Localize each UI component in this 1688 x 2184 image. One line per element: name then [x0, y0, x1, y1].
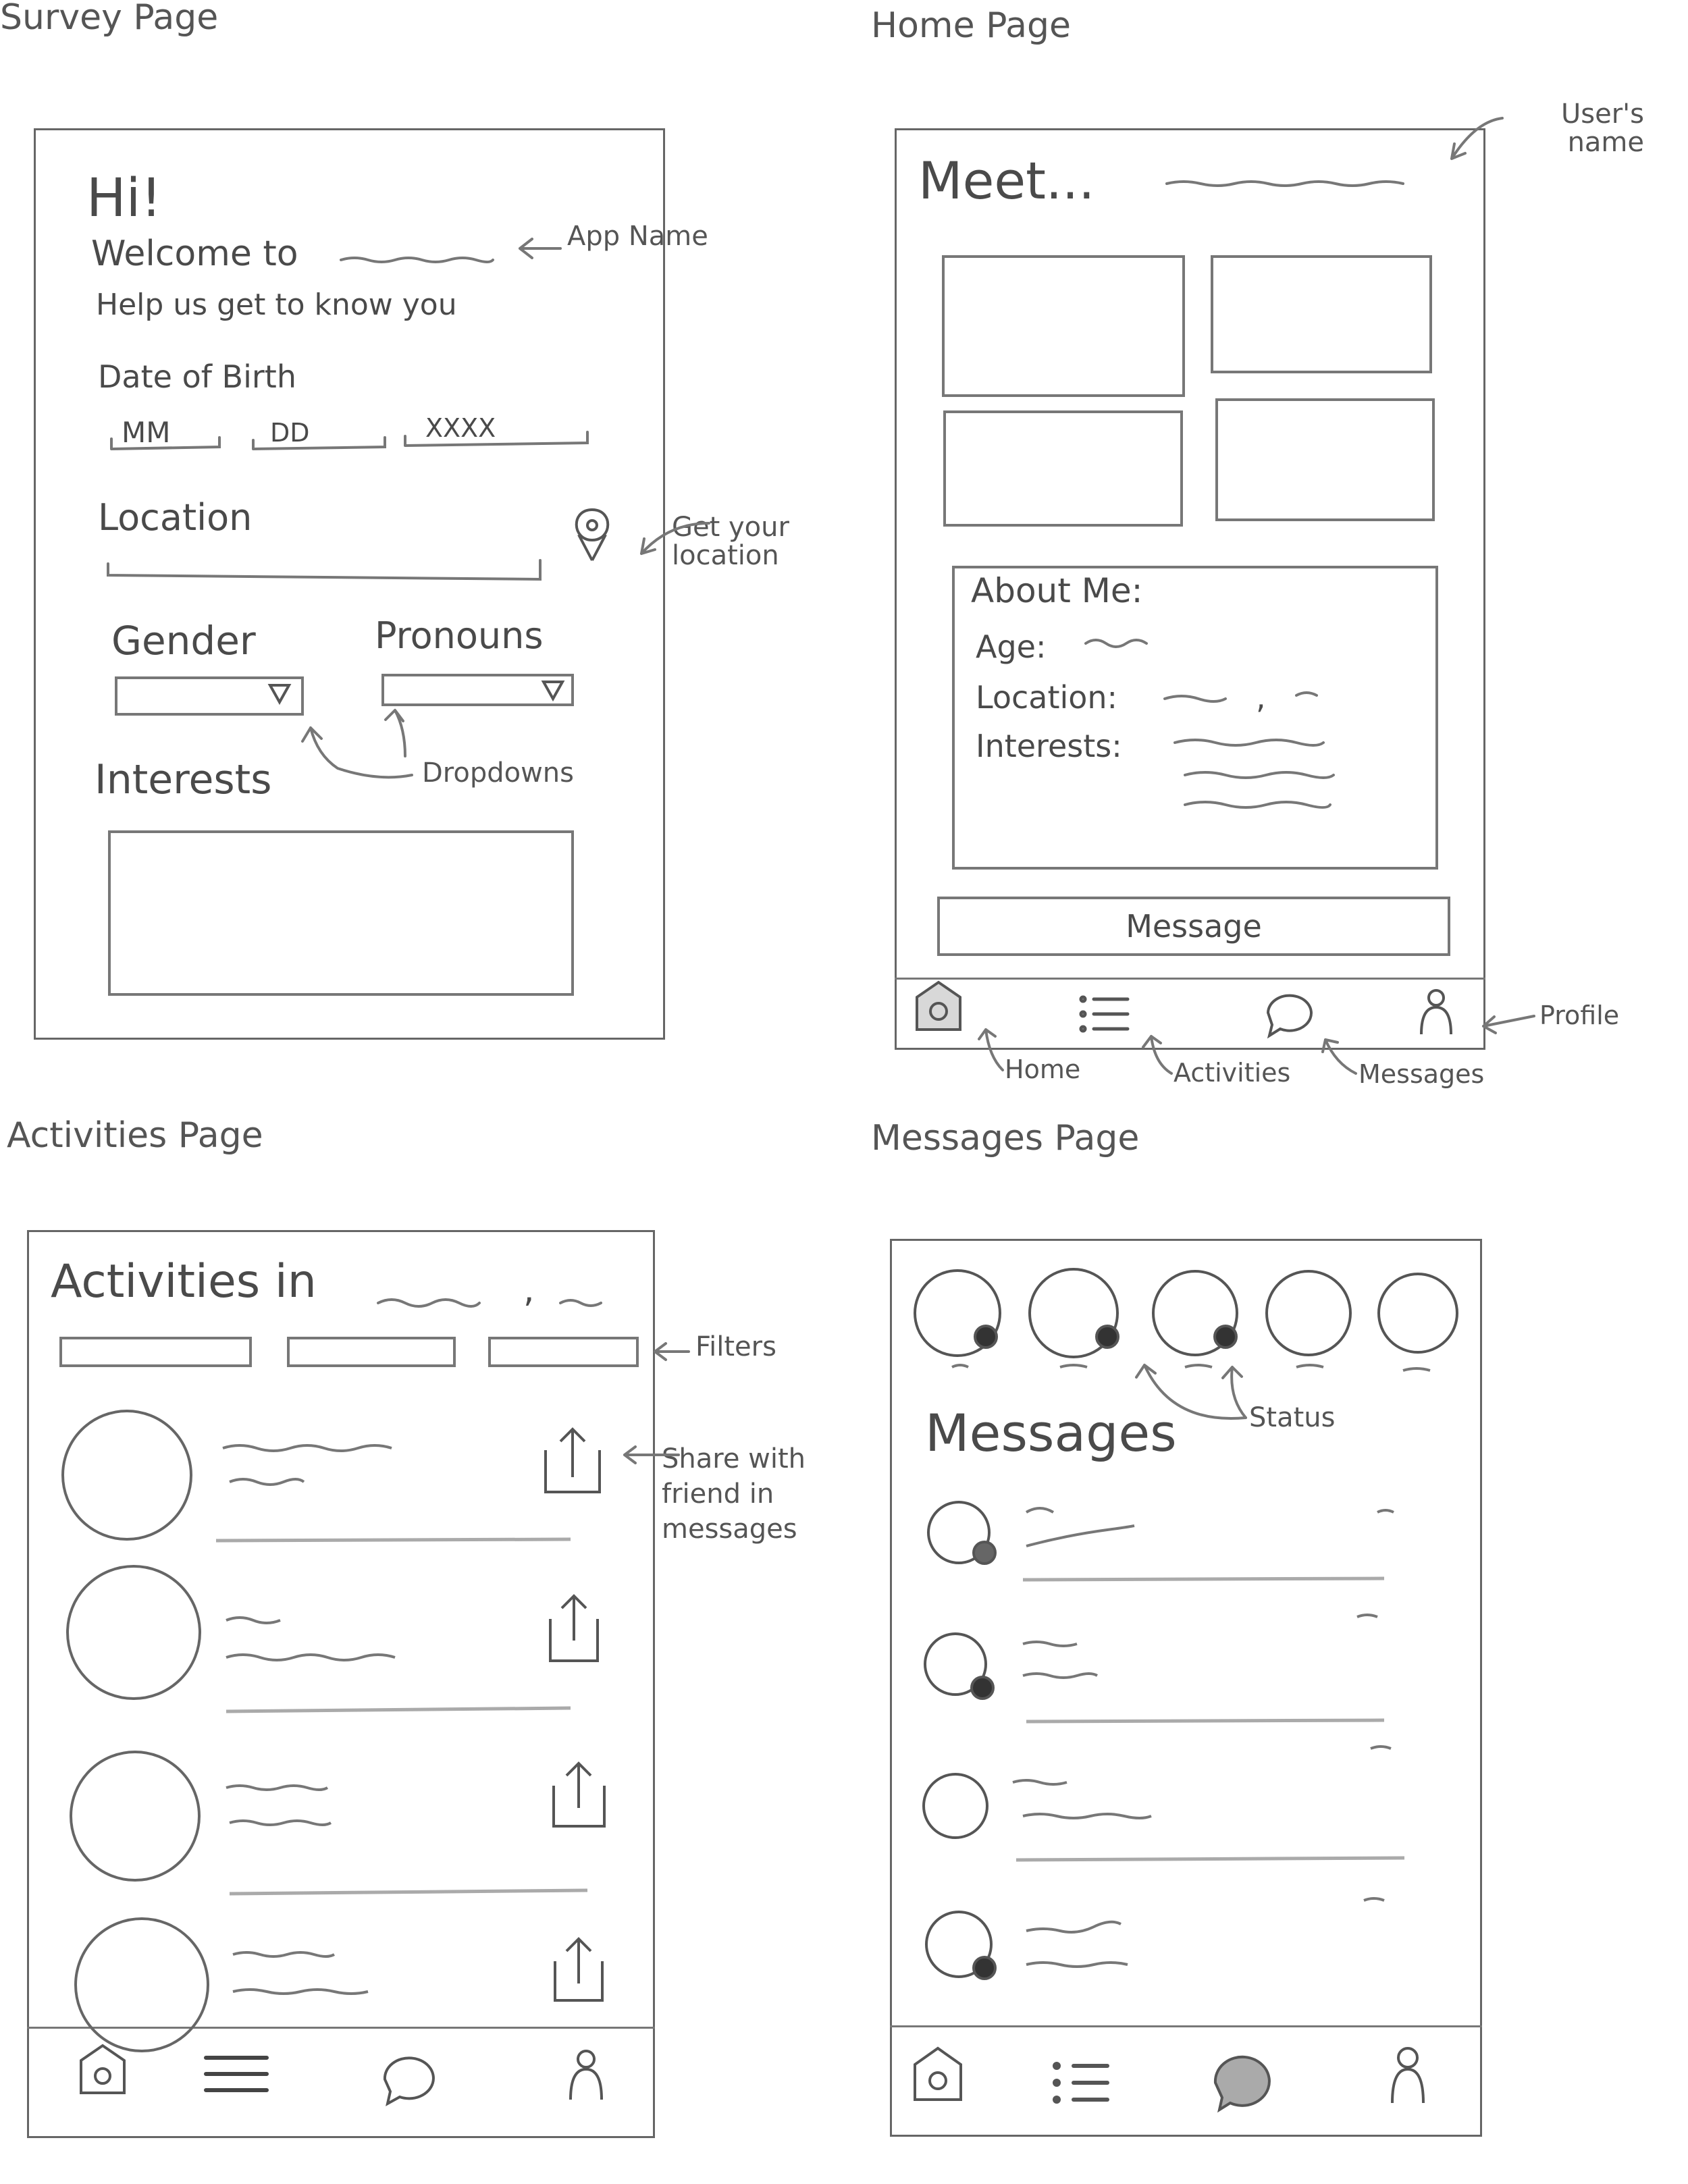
- survey-greeting: Hi!: [86, 168, 162, 229]
- annotation-dropdowns: Dropdowns: [422, 757, 574, 789]
- message-item[interactable]: [928, 1502, 1394, 1580]
- avatar: [1379, 1274, 1457, 1352]
- story-avatar[interactable]: [1379, 1274, 1457, 1370]
- annotation-get-location: Get your location: [672, 512, 789, 571]
- annotation-messages: Messages: [1359, 1059, 1485, 1089]
- annotation-activities: Activities: [1173, 1058, 1291, 1088]
- message-item[interactable]: [926, 1898, 1384, 1979]
- annotation-users-name: User's name: [1560, 99, 1644, 158]
- survey-welcome-text: Welcome to: [91, 234, 298, 274]
- message-item[interactable]: [924, 1747, 1404, 1860]
- list-icon[interactable]: [1055, 2064, 1107, 2102]
- home-meet-title: Meet...: [918, 151, 1095, 211]
- dob-label: Date of Birth: [98, 358, 296, 395]
- annotation-home: Home: [1005, 1055, 1081, 1084]
- status-dot-icon: [1215, 1326, 1236, 1348]
- annotation-app-name: App Name: [567, 221, 708, 252]
- status-dot-icon: [974, 1957, 995, 1979]
- about-interests-label: Interests:: [976, 728, 1122, 764]
- home-icon[interactable]: [915, 2048, 961, 2100]
- chat-bubble-icon[interactable]: [1215, 2057, 1269, 2110]
- dob-day-field[interactable]: DD: [270, 418, 310, 448]
- person-icon[interactable]: [1392, 2048, 1423, 2103]
- status-dot-icon: [1097, 1326, 1118, 1348]
- about-me-title: About Me:: [971, 571, 1143, 610]
- age-label: Age:: [976, 629, 1047, 665]
- story-avatar[interactable]: [1153, 1271, 1237, 1367]
- message-item[interactable]: [925, 1615, 1384, 1722]
- annotation-share: Share with friend in messages: [662, 1443, 806, 1545]
- about-location-label: Location:: [976, 679, 1118, 716]
- dob-year-field[interactable]: XXXX: [425, 413, 496, 443]
- pronouns-label: Pronouns: [375, 614, 544, 657]
- interests-label: Interests: [95, 756, 272, 803]
- activities-heading-separator: ,: [523, 1270, 535, 1310]
- story-avatar[interactable]: [1267, 1271, 1350, 1367]
- messages-page-title: Messages Page: [871, 1118, 1140, 1158]
- activities-page-title: Activities Page: [7, 1115, 263, 1156]
- status-dot-icon: [972, 1677, 993, 1699]
- status-dot-icon: [974, 1542, 995, 1564]
- story-avatar[interactable]: [1030, 1269, 1118, 1367]
- home-page-title: Home Page: [871, 5, 1071, 46]
- annotation-filters: Filters: [695, 1331, 776, 1362]
- about-location-separator: ,: [1256, 679, 1266, 716]
- status-dot-icon: [975, 1326, 997, 1348]
- messages-heading: Messages: [925, 1403, 1177, 1463]
- avatar: [1267, 1271, 1350, 1355]
- activities-heading: Activities in: [51, 1255, 317, 1308]
- avatar: [924, 1774, 987, 1838]
- annotation-profile: Profile: [1539, 1001, 1620, 1030]
- annotation-status: Status: [1249, 1402, 1336, 1433]
- dob-month-field[interactable]: MM: [122, 416, 171, 449]
- location-label: Location: [98, 496, 253, 539]
- survey-help-text: Help us get to know you: [96, 288, 457, 322]
- gender-label: Gender: [111, 618, 256, 664]
- story-avatar[interactable]: [915, 1271, 1000, 1367]
- survey-page-title: Survey Page: [0, 0, 219, 38]
- message-button-label: Message: [1126, 908, 1262, 944]
